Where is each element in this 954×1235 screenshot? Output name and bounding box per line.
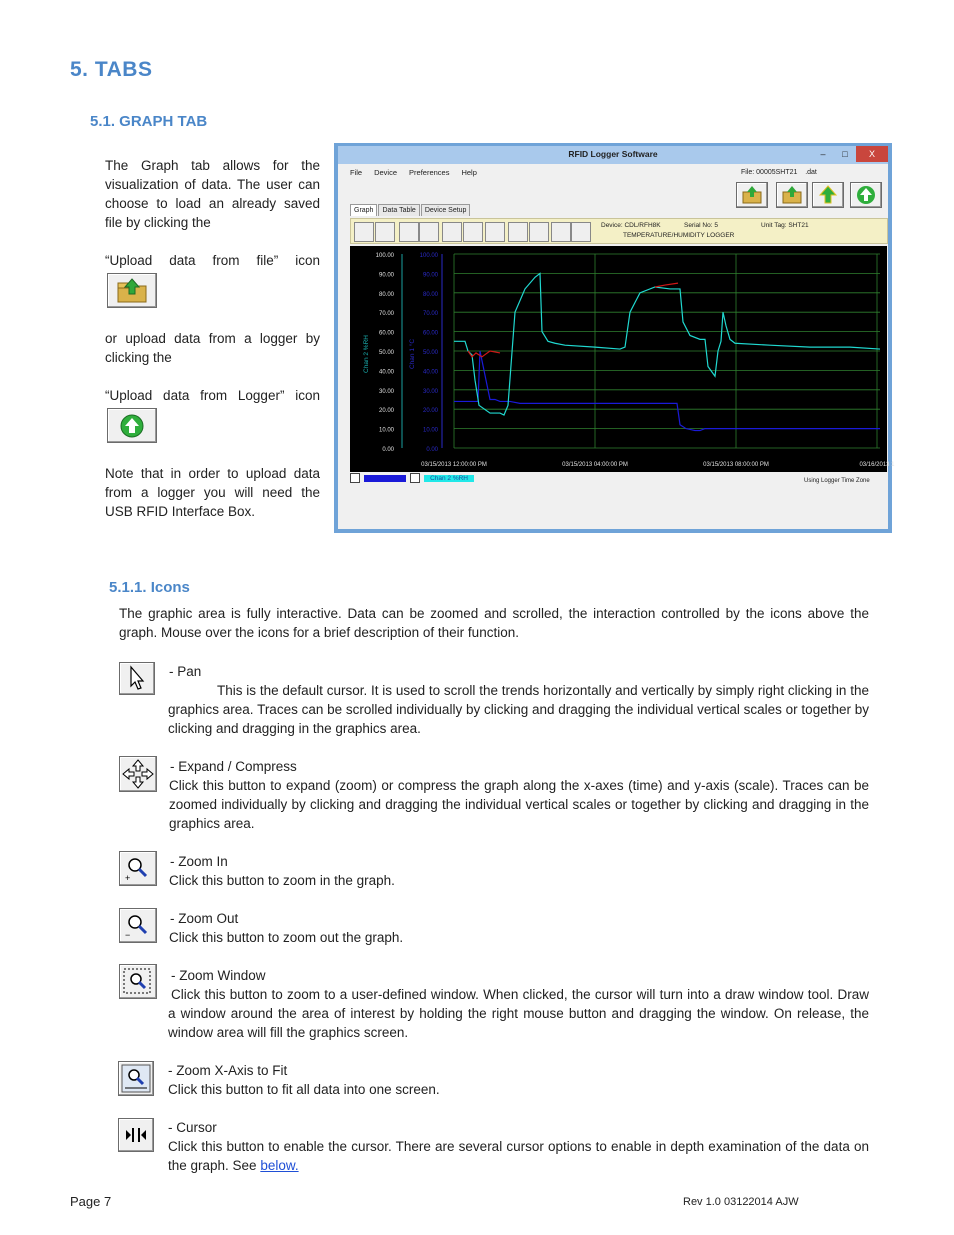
window-title: RFID Logger Software — [568, 149, 658, 159]
left-tick-label: 80.00 — [378, 291, 394, 298]
intro-paragraph-3: or upload data from a logger by clicking the — [105, 331, 320, 365]
upload-from-file-icon — [107, 273, 157, 308]
x-tick-label: 03/16/2013 1 — [859, 462, 895, 468]
refresh-button[interactable] — [551, 222, 571, 242]
save-file-button[interactable] — [776, 182, 808, 208]
zoom-fit-tool-button[interactable] — [463, 222, 483, 242]
maximize-button[interactable]: □ — [842, 149, 848, 159]
pan-tool-button[interactable] — [354, 222, 374, 242]
chan1-checkbox[interactable] — [350, 473, 360, 483]
section-heading: 5. TABS — [70, 58, 153, 81]
software-screenshot — [334, 143, 895, 533]
file-name: File: 00005SHT21 — [741, 169, 798, 176]
item-zoom-window-text: Click this button to zoom to a user-defined window. When clicked, the cursor will turn into a draw window tool. Draw a window around the area of interest by holding the right mouse button and dragging the window. On release, the window area will fill the graphics screen. — [168, 987, 869, 1040]
left-tick-label: 30.00 — [378, 388, 394, 395]
item-zoom-in-text: Click this button to zoom in the graph. — [169, 873, 395, 888]
first-button[interactable] — [508, 222, 528, 242]
item-cursor-body: Click this button to enable the cursor. There are several cursor options to enable in depth examination of the data on the graph. See — [168, 1139, 869, 1173]
svg-text:+: + — [125, 873, 131, 883]
tab-graph[interactable]: Graph — [350, 204, 377, 216]
device-serial: Serial No: 5 — [684, 222, 718, 229]
device-unit-tag: Unit Tag: SHT21 — [761, 222, 809, 229]
menu-preferences[interactable]: Preferences — [409, 168, 450, 177]
zoom-window-icon — [119, 964, 157, 999]
left-tick-label: 100.00 — [375, 253, 394, 259]
item-expand-text: Click this button to expand (zoom) or compress the graph along the x-axes (time) and y-axis (scale). Traces can be zoomed individually by clicking and dragging the individual vertical scales or together by clicking and dragging in the graphics area. — [169, 778, 869, 831]
left-tick-label: 0.00 — [382, 447, 394, 453]
intro-paragraph-1: The Graph tab allows for the visualization of data. The user can choose to load an already saved file by clicking the — [105, 158, 320, 230]
right-tick-label: 10.00 — [422, 427, 438, 434]
right-tick-label: 100.00 — [419, 253, 438, 259]
right-tick-label: 0.00 — [426, 447, 438, 453]
right-tick-label: 50.00 — [422, 350, 438, 356]
graph-toolbar — [350, 218, 888, 244]
device-model: Device: CDL/RFH8K — [601, 222, 661, 229]
window-titlebar — [338, 146, 888, 164]
item-zoom-window-title: - Zoom Window — [171, 968, 266, 983]
cursor-tool-button[interactable] — [485, 222, 505, 242]
menu-bar — [350, 168, 477, 177]
tab-bar — [350, 204, 471, 216]
item-cursor-text — [168, 1137, 869, 1175]
item-pan-title: - Pan — [169, 664, 202, 679]
zoom-out-icon — [119, 908, 157, 943]
upload-logger-button[interactable] — [812, 182, 844, 208]
icons-heading: 5.1.1. Icons — [109, 579, 190, 596]
svg-text:−: − — [125, 930, 131, 940]
left-tick-label: 10.00 — [378, 427, 394, 434]
right-tick-label: 90.00 — [422, 272, 438, 279]
expand-tool-button[interactable] — [375, 222, 395, 242]
zoom-window-tool-button[interactable] — [442, 222, 462, 242]
left-axis-label: Chan 2 %RH — [363, 335, 370, 373]
menu-help[interactable]: Help — [461, 168, 477, 177]
left-tick-label: 50.00 — [378, 350, 394, 356]
chan1-trace — [454, 351, 880, 431]
chan2-trace — [454, 273, 880, 415]
x-tick-label: 03/15/2013 08:00:00 PM — [703, 462, 769, 468]
item-expand-title: - Expand / Compress — [170, 759, 297, 774]
upload-file-button[interactable] — [736, 182, 768, 208]
pan-cursor-icon — [119, 662, 155, 695]
timezone-label: Using Logger Time Zone — [804, 478, 870, 484]
intro-upload-file-label: “Upload data from file” icon — [105, 253, 320, 268]
file-label — [741, 169, 817, 176]
right-tick-label: 80.00 — [422, 291, 438, 298]
tab-device-setup[interactable]: Device Setup — [421, 204, 471, 216]
device-description: TEMPERATURE/HUMIDITY LOGGER — [623, 232, 735, 239]
legend — [350, 473, 474, 483]
menu-device[interactable]: Device — [374, 168, 398, 177]
x-tick-label: 03/15/2013 12:00:00 PM — [421, 462, 487, 468]
chan2-checkbox[interactable] — [410, 473, 420, 483]
item-zoom-fit-text: Click this button to fit all data into one screen. — [168, 1082, 440, 1097]
icons-intro: The graphic area is fully interactive. Data can be zoomed and scrolled, the interaction controlled by the icons above the graph. Mouse over the icons for a brief description of their function. — [119, 606, 869, 640]
upload-from-logger-icon — [107, 408, 157, 443]
item-zoom-in-title: - Zoom In — [170, 854, 228, 869]
close-button[interactable]: X — [856, 146, 888, 162]
x-tick-label: 03/15/2013 04:00:00 PM — [562, 462, 628, 468]
tab-data-table[interactable]: Data Table — [378, 204, 419, 216]
item-pan-text: This is the default cursor. It is used to scroll the trends horizontally and vertically by simply right clicking in the graphics area. Traces can be scrolled individually by clicking and dragging the individual vertical scales or together by clicking and dragging in the graphics area. — [168, 683, 869, 736]
item-cursor-title: - Cursor — [168, 1120, 217, 1135]
zoom-in-icon — [119, 851, 157, 886]
revision-label: Rev 1.0 03122014 AJW — [683, 1196, 799, 1208]
zoom-fit-icon — [118, 1061, 154, 1096]
below-link[interactable]: below. — [260, 1158, 299, 1173]
left-tick-label: 90.00 — [378, 272, 394, 279]
intro-upload-logger-label: “Upload data from Logger” icon — [105, 388, 320, 403]
right-tick-label: 70.00 — [422, 311, 438, 318]
clear-button[interactable] — [571, 222, 591, 242]
left-tick-label: 20.00 — [378, 408, 394, 415]
item-zoom-out-title: - Zoom Out — [170, 911, 239, 926]
file-ext: .dat — [805, 169, 817, 176]
right-axis-label: Chan 1 °C — [409, 338, 416, 370]
left-tick-label: 60.00 — [378, 330, 394, 337]
zoom-in-tool-button[interactable] — [399, 222, 419, 242]
item-zoom-fit-title: - Zoom X-Axis to Fit — [168, 1063, 288, 1078]
graph-area[interactable] — [350, 246, 895, 472]
limit-trace — [468, 351, 500, 357]
legend-chan2: Chan 2 %RH — [424, 475, 474, 482]
intro-note: Note that in order to upload data from a logger you will need the USB RFID Interface Box. — [105, 466, 320, 519]
right-tick-label: 40.00 — [422, 369, 438, 376]
expand-compress-icon — [119, 756, 157, 792]
left-tick-label: 40.00 — [378, 369, 394, 376]
zoom-out-tool-button[interactable] — [419, 222, 439, 242]
page-number: Page 7 — [70, 1194, 112, 1209]
graph-svg — [350, 246, 895, 472]
legend-chan1: Chan 1 °C — [364, 475, 406, 482]
cursor-icon — [118, 1118, 154, 1152]
right-tick-label: 20.00 — [422, 408, 438, 415]
limit-trace — [655, 283, 678, 287]
right-tick-label: 30.00 — [422, 388, 438, 395]
minimize-button[interactable]: – — [820, 149, 826, 159]
download-logger-button[interactable] — [850, 182, 882, 208]
item-zoom-out-text: Click this button to zoom out the graph. — [169, 930, 404, 945]
right-tick-label: 60.00 — [422, 330, 438, 337]
last-button[interactable] — [529, 222, 549, 242]
menu-file[interactable]: File — [350, 168, 363, 177]
left-tick-label: 70.00 — [378, 311, 394, 318]
subsection-heading: 5.1. GRAPH TAB — [90, 113, 208, 130]
